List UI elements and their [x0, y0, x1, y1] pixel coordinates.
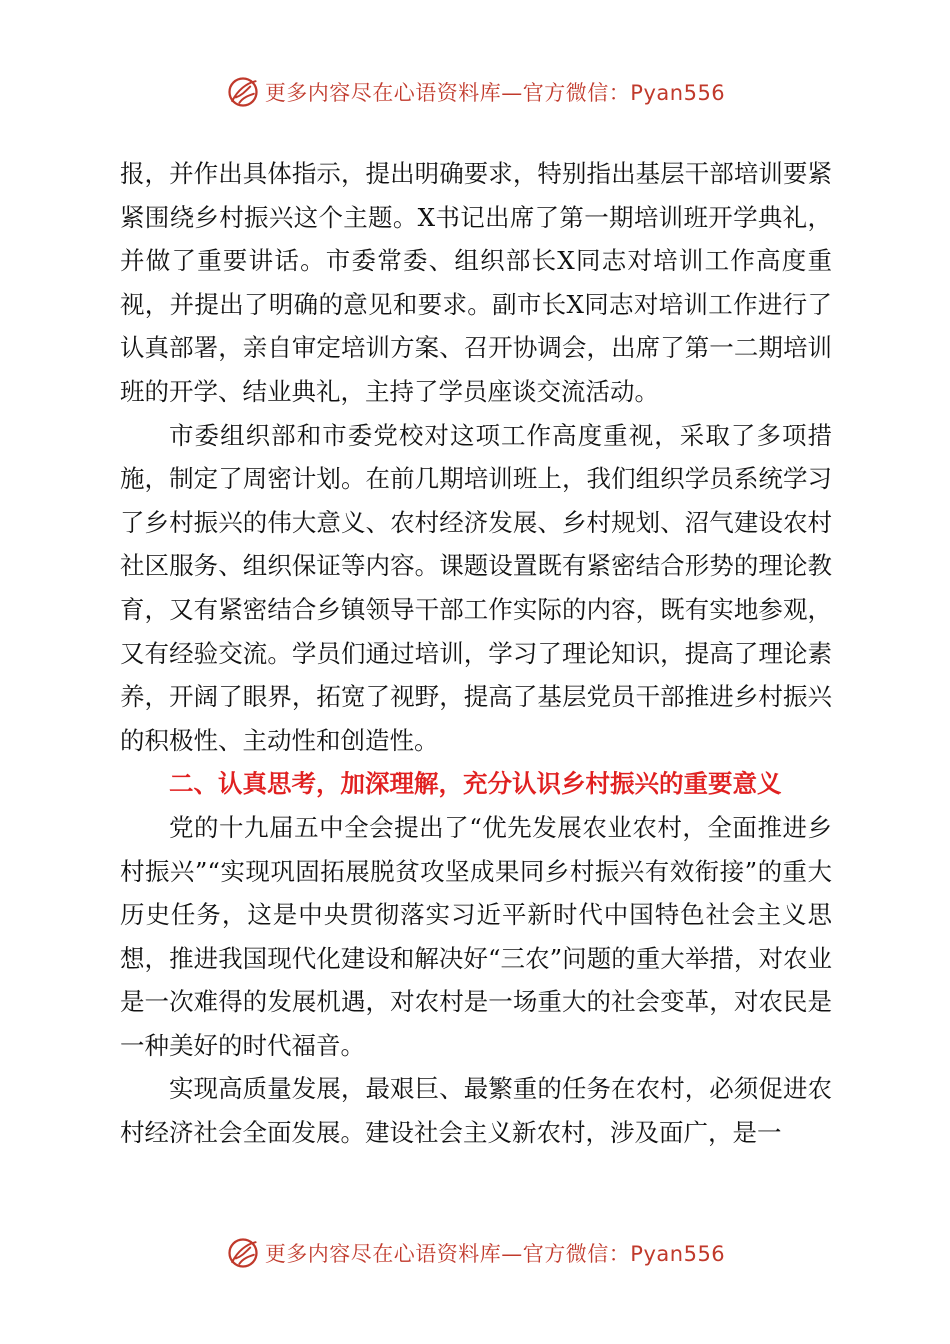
- document-body: [120, 152, 832, 1155]
- header-banner-text: 更多内容尽在心语资料库—官方微信：Pyan556: [264, 81, 726, 105]
- paragraph-1: 报，并作出具体指示，提出明确要求，特别指出基层干部培训要紧紧围绕乡村振兴这个主题。X书记出席了第一期培训班开学典礼，并做了重要讲话。市委常委、组织部长X同志对培训工作高度重视，并提出了明确的意见和要求。副市长X同志对培训工作进行了认真部署，亲自审定培训方案、召开协调会，出席了第一二期培训班的开学、结业典礼，主持了学员座谈交流活动。: [120, 159, 832, 406]
- section-heading: 二、认真思考，加深理解，充分认识乡村振兴的重要意义: [169, 769, 782, 799]
- paragraph-4: 实现高质量发展，最艰巨、最繁重的任务在农村，必须促进农村经济社会全面发展。建设社会主义新农村，涉及面广，是一: [120, 1074, 832, 1148]
- paragraph-3: 党的十九届五中全会提出了“优先发展农业农村，全面推进乡村振兴”“实现巩固拓展脱贫攻坚成果同乡村振兴有效衔接”的重大历史任务，这是中央贯彻落实习近平新时代中国特色社会主义思想，推进我国现代化建设和解决好“三农”问题的重大举措，对农业是一次难得的发展机遇，对农村是一场重大的社会变革，对农民是一种美好的时代福音。: [120, 812, 832, 1060]
- header-banner: [0, 72, 950, 112]
- paragraph-2: 市委组织部和市委党校对这项工作高度重视，采取了多项措施，制定了周密计划。在前几期培训班上，我们组织学员系统学习了乡村振兴的伟大意义、农村经济发展、乡村规划、沼气建设农村社区服务、组织保证等内容。课题设置既有紧密结合形势的理论教育，又有紧密结合乡镇领导干部工作实际的内容，既有实地参观，又有经验交流。学员们通过培训，学习了理论知识，提高了理论素养，开阔了眼界，拓宽了视野，提高了基层党员干部推进乡村振兴的积极性、主动性和创造性。: [120, 420, 832, 755]
- signature-logo-icon: [225, 1235, 261, 1271]
- footer-banner-text: 更多内容尽在心语资料库—官方微信：Pyan556: [264, 1242, 726, 1266]
- footer-banner: [0, 1233, 950, 1273]
- signature-logo-icon: [225, 74, 261, 110]
